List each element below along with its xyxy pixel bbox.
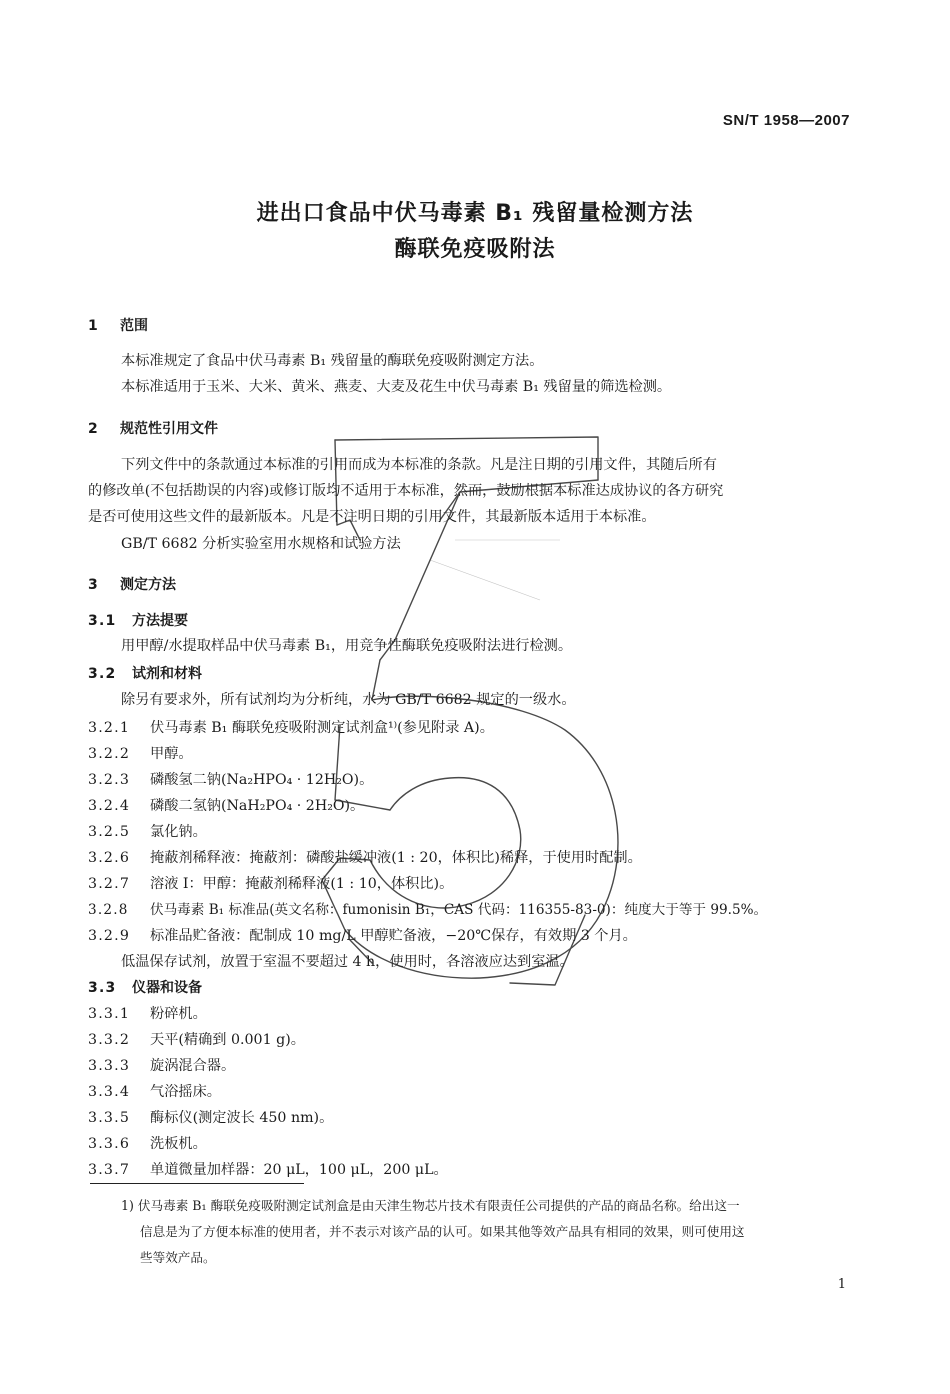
item-text: 氯化钠。 [150, 824, 207, 840]
normative-reference: GB/T 6682 分析实验室用水规格和试验方法 [121, 536, 401, 552]
section-number: 3 [88, 577, 98, 593]
item-text: 标准品贮备液：配制成 10 mg/L 甲醇贮备液，−20℃保存，有效期 3 个月。 [150, 928, 637, 944]
item-text: 磷酸氢二钠(Na₂HPO₄ · 12H₂O)。 [150, 772, 374, 788]
item-number: 3.2.7 [88, 876, 131, 892]
item-text: 气浴摇床。 [150, 1084, 221, 1100]
item-number: 3.2.5 [88, 824, 131, 840]
list-item [88, 874, 453, 894]
section-3-2-heading [88, 664, 202, 684]
item-text: 酶标仪(测定波长 450 nm)。 [150, 1110, 334, 1126]
item-number: 3.2.3 [88, 772, 131, 788]
s3-2-paragraph: 除另有要求外，所有试剂均为分析纯，水为 GB/T 6682 规定的一级水。 [121, 692, 576, 708]
list-item [88, 1082, 221, 1102]
item-number: 3.3.4 [88, 1084, 131, 1100]
list-item [88, 718, 494, 738]
title-line-2: 酶联免疫吸附法 [394, 237, 556, 262]
list-item [88, 1134, 207, 1154]
footnote-line-2: 信息是为了方便本标准的使用者，并不表示对该产品的认可。如果其他等效产品具有相同的效果，则可使用这 [140, 1224, 745, 1239]
section-title: 试剂和材料 [132, 666, 202, 682]
item-number: 3.3.1 [88, 1006, 131, 1022]
s1-paragraph-1: 本标准规定了食品中伏马毒素 B₁ 残留量的酶联免疫吸附测定方法。 [121, 353, 544, 369]
list-item [88, 744, 193, 764]
document-code: SN/T 1958—2007 [722, 112, 850, 129]
item-text: 掩蔽剂稀释液：掩蔽剂：磷酸盐缓冲液(1 : 20，体积比)稀释，于使用时配制。 [150, 850, 642, 866]
item-text: 溶液 Ⅰ：甲醇：掩蔽剂稀释液(1 : 10，体积比)。 [150, 876, 454, 892]
list-item [88, 1030, 305, 1050]
list-item [88, 822, 207, 842]
section-3-1-heading [88, 611, 188, 631]
s3-1-paragraph: 用甲醇/水提取样品中伏马毒素 B₁，用竞争性酶联免疫吸附法进行检测。 [121, 638, 573, 654]
item-number: 3.2.9 [88, 928, 131, 944]
item-text: 伏马毒素 B₁ 酶联免疫吸附测定试剂盒¹⁾(参见附录 A)。 [150, 720, 494, 736]
item-number: 3.2.4 [88, 798, 131, 814]
item-text: 天平(精确到 0.001 g)。 [150, 1032, 305, 1048]
section-1-heading [88, 316, 148, 336]
item-text: 伏马毒素 B₁ 标准品(英文名称：fumonisin B₁，CAS 代码：116355-83-0)：纯度大于等于 99.5%。 [150, 902, 768, 918]
section-number: 3.1 [88, 613, 117, 629]
section-number: 2 [88, 421, 98, 437]
list-item [88, 796, 364, 816]
footnote-line-1: 1) 伏马毒素 B₁ 酶联免疫吸附测定试剂盒是由天津生物芯片技术有限责任公司提供的产品的商品名称。给出这一 [121, 1198, 740, 1213]
list-item [88, 900, 767, 920]
item-number: 3.3.3 [88, 1058, 131, 1074]
item-text: 洗板机。 [150, 1136, 207, 1152]
page-number: 1 [837, 1277, 846, 1292]
s2-paragraph-line-3: 是否可使用这些文件的最新版本。凡是不注明日期的引用文件，其最新版本适用于本标准。 [88, 509, 656, 525]
section-2-heading [88, 419, 218, 439]
section-title: 范围 [120, 318, 148, 334]
list-item [88, 770, 373, 790]
item-text: 粉碎机。 [150, 1006, 207, 1022]
item-number: 3.3.2 [88, 1032, 131, 1048]
item-text: 单道微量加样器：20 μL，100 μL，200 μL。 [150, 1162, 448, 1178]
section-title: 测定方法 [120, 577, 176, 593]
section-3-heading [88, 575, 176, 595]
list-item [88, 926, 637, 946]
item-number: 3.2.2 [88, 746, 131, 762]
item-number: 3.3.7 [88, 1162, 131, 1178]
s2-paragraph-line-2: 的修改单(不包括勘误的内容)或修订版均不适用于本标准，然而，鼓励根据本标准达成协议的各方研究 [88, 483, 724, 499]
item-number: 3.2.6 [88, 850, 131, 866]
s2-paragraph-line-1: 下列文件中的条款通过本标准的引用而成为本标准的条款。凡是注日期的引用文件，其随后所有 [121, 457, 717, 473]
list-item [88, 848, 642, 868]
item-text: 磷酸二氢钠(NaH₂PO₄ · 2H₂O)。 [150, 798, 365, 814]
list-item [88, 1160, 448, 1180]
title-line-1: 进出口食品中伏马毒素 B₁ 残留量检测方法 [256, 201, 694, 226]
section-number: 3.2 [88, 666, 117, 682]
footnote-line-3: 些等效产品。 [140, 1250, 216, 1265]
list-item [88, 1108, 333, 1128]
list-item [88, 1056, 235, 1076]
item-number: 3.3.5 [88, 1110, 131, 1126]
section-title: 仪器和设备 [132, 980, 202, 996]
item-text: 旋涡混合器。 [150, 1058, 236, 1074]
footnote-divider [90, 1183, 304, 1184]
item-text: 甲醇。 [150, 746, 193, 762]
list-item [88, 1004, 207, 1024]
item-number: 3.2.8 [88, 902, 129, 918]
s1-paragraph-2: 本标准适用于玉米、大米、黄米、燕麦、大麦及花生中伏马毒素 B₁ 残留量的筛选检测。 [121, 379, 672, 395]
section-3-3-heading [88, 978, 202, 998]
section-number: 3.3 [88, 980, 117, 996]
item-number: 3.3.6 [88, 1136, 131, 1152]
section-number: 1 [88, 318, 98, 334]
section-title: 规范性引用文件 [120, 421, 218, 437]
section-title: 方法提要 [132, 613, 188, 629]
item-number: 3.2.1 [88, 720, 131, 736]
s3-2-note: 低温保存试剂，放置于室温不要超过 4 h，使用时，各溶液应达到室温。 [121, 954, 574, 970]
